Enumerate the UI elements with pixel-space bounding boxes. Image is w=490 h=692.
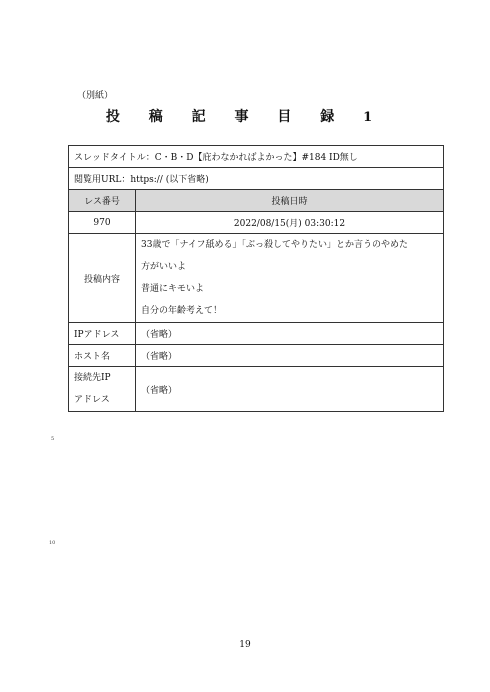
content-label-cell: 投稿内容 bbox=[69, 234, 136, 323]
document-title bbox=[0, 106, 490, 126]
header-row bbox=[69, 190, 444, 212]
content-line: 普通にキモいよ bbox=[141, 284, 205, 294]
thread-title-cell: スレッドタイトル：C・B・D【庇わなかればよかった】#184 ID無し bbox=[69, 146, 444, 168]
connection-ip-label bbox=[69, 367, 136, 412]
res-number-header: レス番号 bbox=[69, 190, 136, 212]
connection-ip-label-line: 接続先IP bbox=[74, 373, 111, 383]
line-number: 5 bbox=[51, 436, 55, 442]
ip-address-label: IPアドレス bbox=[69, 323, 136, 345]
line-number: 10 bbox=[49, 540, 56, 546]
content-line: 方がいいよ bbox=[141, 262, 187, 272]
thread-title-row bbox=[69, 146, 444, 168]
viewing-url-cell: 閲覧用URL：https:// (以下省略) bbox=[69, 168, 444, 190]
post-meta-row bbox=[69, 212, 444, 234]
connection-ip-row bbox=[69, 367, 444, 412]
ip-address-row bbox=[69, 323, 444, 345]
title-number: 1 bbox=[363, 110, 385, 125]
viewing-url-row bbox=[69, 168, 444, 190]
host-name-label: ホスト名 bbox=[69, 345, 136, 367]
connection-ip-value: （省略） bbox=[136, 367, 444, 412]
page-number: 19 bbox=[239, 640, 251, 650]
res-number-cell: 970 bbox=[69, 212, 136, 234]
host-name-value: （省略） bbox=[136, 345, 444, 367]
connection-ip-label-line: アドレス bbox=[74, 395, 110, 405]
post-content-row bbox=[69, 234, 444, 323]
content-line: 自分の年齢考えて！ bbox=[141, 306, 223, 316]
content-cell bbox=[136, 234, 444, 323]
post-record-table bbox=[68, 145, 444, 412]
content-line: 33歳で「ナイフ舐める」「ぶっ殺してやりたい」とか言うのやめた bbox=[141, 240, 409, 250]
post-datetime-cell: 2022/08/15(月) 03:30:12 bbox=[136, 212, 444, 234]
annex-label: （別紙） bbox=[77, 91, 114, 101]
host-name-row bbox=[69, 345, 444, 367]
post-datetime-header: 投稿日時 bbox=[136, 190, 444, 212]
ip-address-value: （省略） bbox=[136, 323, 444, 345]
title-text: 投 稿 記 事 目 録 bbox=[105, 109, 347, 125]
